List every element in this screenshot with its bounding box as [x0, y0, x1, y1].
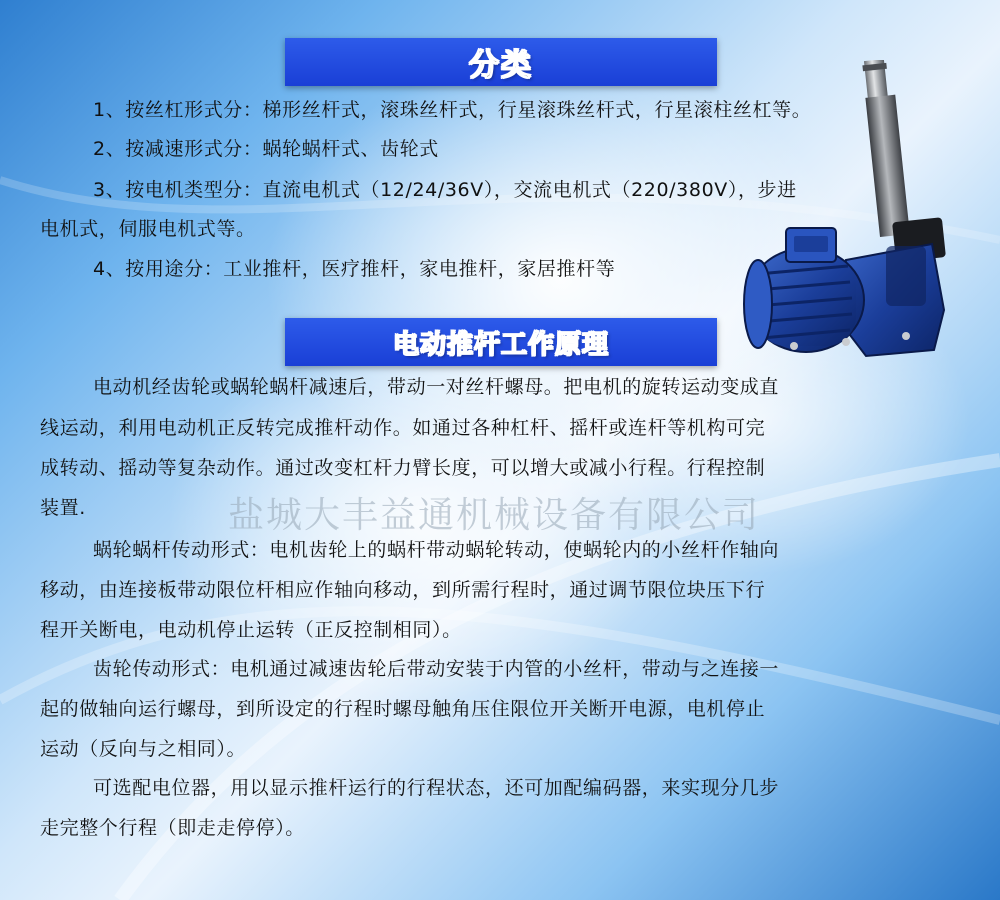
- principle-para1-line-1: 电动机经齿轮或蜗轮蜗杆减速后，带动一对丝杆螺母。把电机的旋转运动变成直: [93, 376, 780, 398]
- heading-band-classification: [285, 38, 717, 86]
- principle-para1-line-3: 成转动、摇动等复杂动作。通过改变杠杆力臂长度，可以增大或减小行程。行程控制: [40, 457, 766, 479]
- classification-line-3: 3、按电机类型分：直流电机式（12/24/36V），交流电机式（220/380V），步进: [93, 179, 797, 201]
- principle-para3-line-3: 运动（反向与之相同）。: [40, 738, 247, 760]
- principle-para4-line-2: 走完整个行程（即走走停停）。: [40, 817, 305, 839]
- classification-line-4: 4、按用途分：工业推杆，医疗推杆，家电推杆，家居推杆等: [93, 258, 616, 280]
- principle-para1-line-2: 线运动，利用电动机正反转完成推杆动作。如通过各种杠杆、摇杆或连杆等机构可完: [40, 417, 766, 439]
- principle-para2-line-3: 程开关断电，电动机停止运转（正反控制相同）。: [40, 619, 462, 641]
- electric-actuator-image: [736, 60, 972, 360]
- principle-para2-line-1: 蜗轮蜗杆传动形式：电机齿轮上的蜗杆带动蜗轮转动，使蜗轮内的小丝杆作轴向: [93, 539, 780, 561]
- principle-para2-line-2: 移动，由连接板带动限位杆相应作轴向移动，到所需行程时，通过调节限位块压下行: [40, 579, 766, 601]
- principle-para3-line-2: 起的做轴向运行螺母，到所设定的行程时螺母触角压住限位开关断开电源，电机停止: [40, 698, 766, 720]
- principle-para4-line-1: 可选配电位器，用以显示推杆运行的行程状态，还可加配编码器，来实现分几步: [93, 777, 780, 799]
- classification-line-3-cont: 电机式，伺服电机式等。: [40, 218, 256, 240]
- heading-band-working-principle: [285, 318, 717, 366]
- heading-classification: 分类: [469, 48, 533, 83]
- classification-line-2: 2、按减速形式分：蜗轮蜗杆式、齿轮式: [93, 138, 439, 160]
- principle-para1-line-4: 装置.: [40, 497, 86, 519]
- principle-para3-line-1: 齿轮传动形式：电机通过减速齿轮后带动安装于内管的小丝杆，带动与之连接一: [93, 658, 780, 680]
- classification-line-1: 1、按丝杠形式分：梯形丝杆式，滚珠丝杆式，行星滚珠丝杆式，行星滚柱丝杠等。: [93, 99, 812, 121]
- company-watermark: 盐城大丰益通机械设备有限公司: [228, 495, 761, 536]
- heading-working-principle: 电动推杆工作原理: [392, 329, 609, 360]
